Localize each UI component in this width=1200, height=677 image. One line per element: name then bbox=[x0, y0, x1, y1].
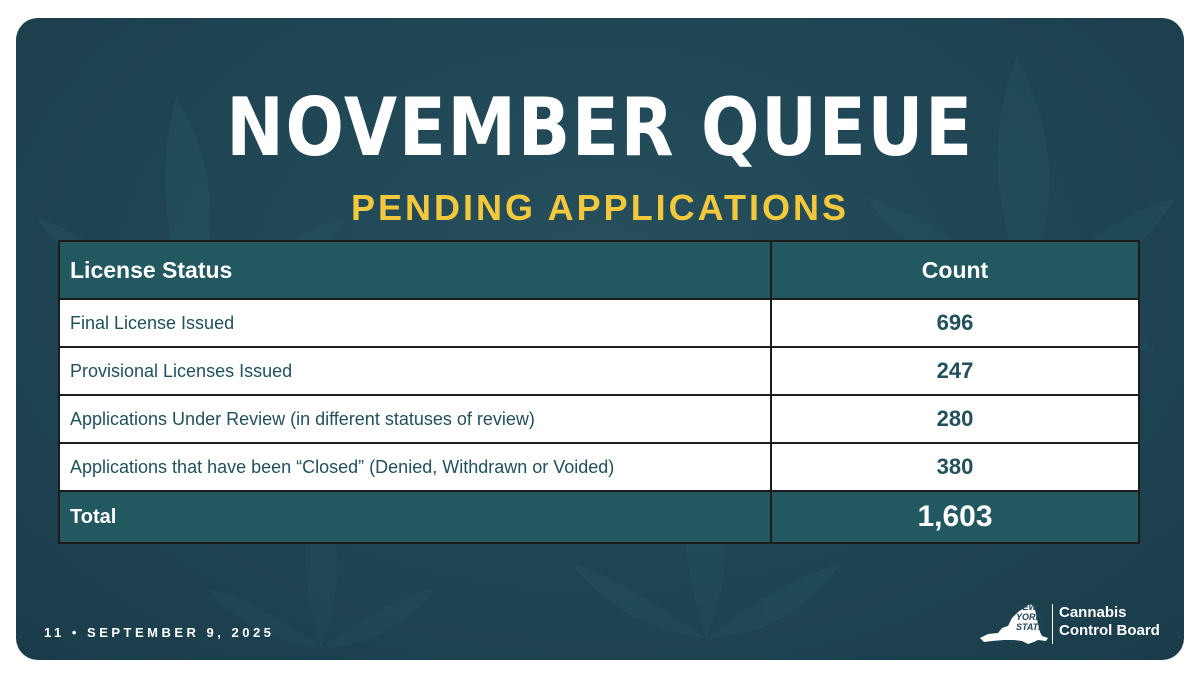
table-row bbox=[59, 299, 1139, 347]
status-cell: Final License Issued bbox=[59, 299, 771, 347]
table-header-row bbox=[59, 241, 1139, 299]
column-header-count: Count bbox=[771, 241, 1139, 299]
status-cell: Applications that have been “Closed” (Denied, Withdrawn or Voided) bbox=[59, 443, 771, 491]
nys-cannabis-control-board-logo bbox=[978, 600, 1168, 650]
page-title: NOVEMBER QUEUE bbox=[226, 81, 974, 174]
license-status-table bbox=[58, 240, 1140, 544]
count-cell: 247 bbox=[771, 347, 1139, 395]
board-name: Cannabis Control Board bbox=[1059, 604, 1160, 639]
table-row bbox=[59, 395, 1139, 443]
column-header-license-status: License Status bbox=[59, 241, 771, 299]
table-row bbox=[59, 347, 1139, 395]
count-cell: 696 bbox=[771, 299, 1139, 347]
table-row bbox=[59, 443, 1139, 491]
status-cell: Provisional Licenses Issued bbox=[59, 347, 771, 395]
slide bbox=[16, 18, 1184, 660]
total-count: 1,603 bbox=[771, 491, 1139, 543]
logo-divider bbox=[1052, 604, 1053, 644]
slide-footer-page-date: 11 • SEPTEMBER 9, 2025 bbox=[44, 625, 275, 640]
total-label: Total bbox=[59, 491, 771, 543]
count-cell: 280 bbox=[771, 395, 1139, 443]
page-subtitle: PENDING APPLICATIONS bbox=[350, 187, 850, 228]
status-cell: Applications Under Review (in different statuses of review) bbox=[59, 395, 771, 443]
count-cell: 380 bbox=[771, 443, 1139, 491]
total-row bbox=[59, 491, 1139, 543]
new-york-state-wordmark: NEW YORK STATE bbox=[1016, 602, 1045, 632]
